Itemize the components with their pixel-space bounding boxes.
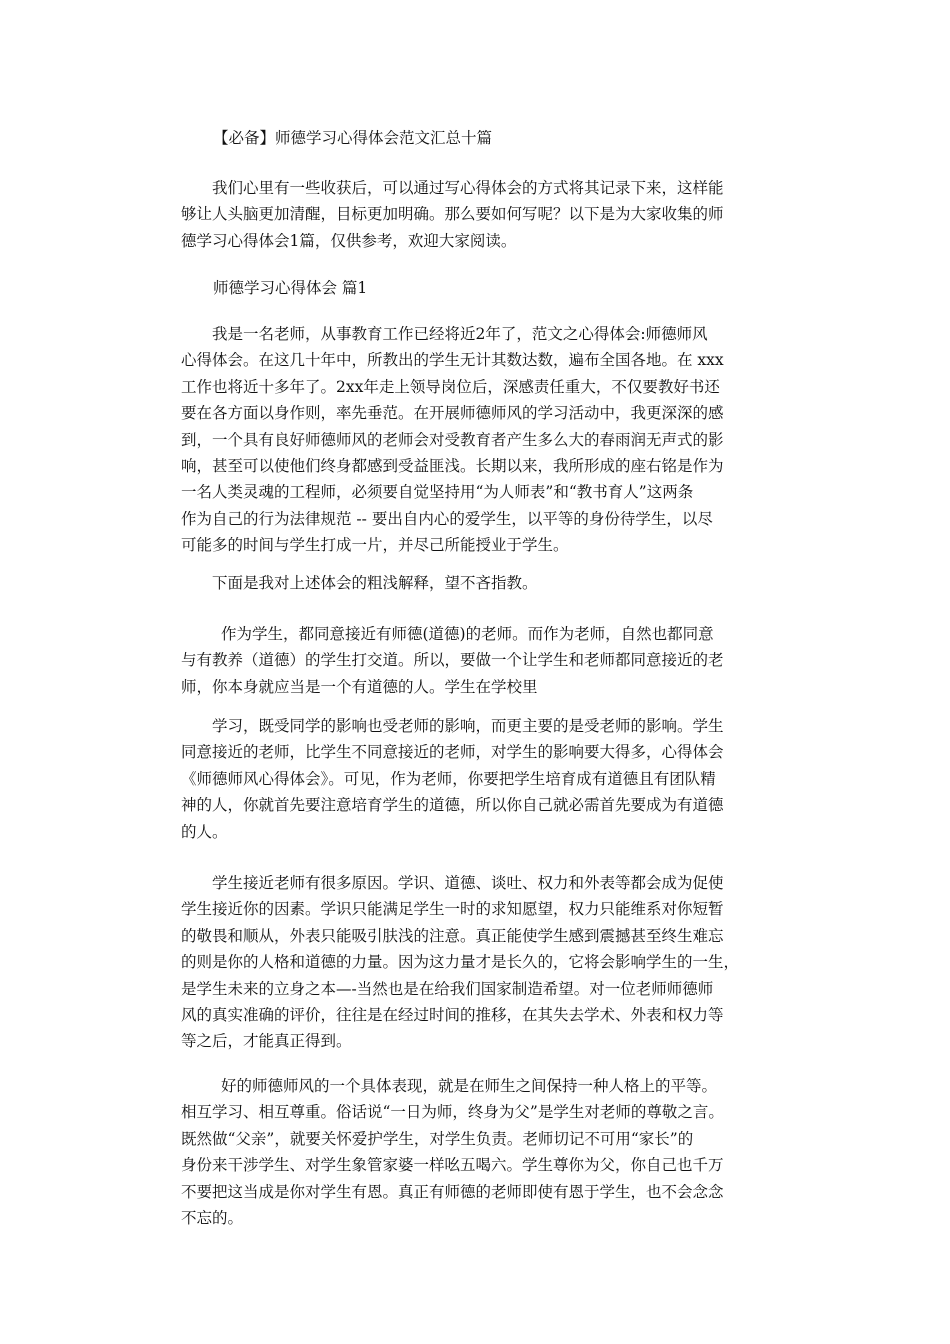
text-line: 下面是我对上述体会的粗浅解释，望不吝指教。: [212, 574, 538, 592]
body-paragraph-5: [181, 870, 781, 1055]
text-line: 等之后，才能真正得到。: [181, 1032, 352, 1051]
text-line: 作为自己的行为法律规范 -- 要出自内心的爱学生，以平等的身份待学生，以尽: [181, 509, 713, 528]
text-line: 相互学习、相互尊重。俗话说“一日为师，终身为父”是学生对老师的尊敬之言。: [181, 1103, 724, 1122]
text-line: 身份来干涉学生、对学生象管家婆一样吆五喝六。学生尊你为父，你自己也千万: [181, 1156, 724, 1175]
text-line: 学生接近老师有很多原因。学识、道德、谈吐、权力和外表等都会成为促使: [212, 874, 724, 892]
body-paragraph-3: [181, 621, 781, 700]
text-line: 不要把这当成是你对学生有恩。真正有师德的老师即使有恩于学生，也不会念念: [181, 1182, 724, 1201]
text-line: 响，甚至可以使他们终身都感到受益匪浅。长期以来，我所形成的座右铭是作为: [181, 457, 724, 476]
text-line: 《师德师风心得体会》。可见，作为老师，你要把学生培育成有道德且有团队精: [181, 769, 716, 788]
text-line: 一名人类灵魂的工程师，必须要自觉坚持用“为人师表”和“教书育人”这两条: [181, 483, 694, 502]
text-line: 要在各方面以身作则，率先垂范。在开展师德师风的学习活动中，我更深深的感: [181, 404, 724, 423]
text-line: 心得体会。在这几十年中，所教出的学生无计其数达数，遍布全国各地。在 xxx: [181, 351, 724, 370]
text-line: 我是一名老师，从事教育工作已经将近2年了，范文之心得体会:师德师风: [212, 325, 708, 343]
text-line: 神的人，你就首先要注意培育学生的道德，所以你自己就必需首先要成为有道德: [181, 796, 724, 815]
text-line: 到，一个具有良好师德师风的老师会对受教育者产生多么大的春雨润无声式的影: [181, 430, 724, 449]
text-line: 德学习心得体会1篇，仅供参考，欢迎大家阅读。: [181, 231, 517, 250]
text-line: 不忘的。: [181, 1209, 244, 1228]
text-line: 学习，既受同学的影响也受老师的影响，而更主要的是受老师的影响。学生: [212, 717, 724, 735]
body-paragraph-1: [181, 321, 781, 559]
text-line: 够让人头脑更加清醒，目标更加明确。那么要如何写呢？以下是为大家收集的师: [181, 205, 724, 224]
intro-paragraph: [181, 175, 781, 254]
section-heading: 师德学习心得体会 篇1: [213, 279, 368, 297]
text-line: 可能多的时间与学生打成一片，并尽己所能授业于学生。: [181, 536, 569, 555]
body-paragraph-2: [181, 570, 781, 596]
text-line: 好的师德师风的一个具体表现，就是在师生之间保持一种人格上的平等。: [221, 1077, 718, 1095]
text-line: 工作也将近十多年了。2xx年走上领导岗位后，深感责任重大，不仅要教好书还: [181, 377, 720, 396]
text-line: 风的真实准确的评价，往往是在经过时间的推移，在其失去学术、外表和权力等: [181, 1006, 724, 1025]
text-line: 的则是你的人格和道德的力量。因为这力量才是长久的，它将会影响学生的一生，: [181, 953, 740, 972]
text-line: 同意接近的老师，比学生不同意接近的老师，对学生的影响要大得多，心得体会: [181, 743, 724, 762]
text-line: 的敬畏和顺从，外表只能吸引肤浅的注意。真正能使学生感到震撼甚至终生难忘: [181, 926, 724, 945]
text-line: 我们心里有一些收获后，可以通过写心得体会的方式将其记录下来，这样能: [212, 179, 724, 197]
document-title: 【必备】师德学习心得体会范文汇总十篇: [213, 129, 493, 147]
text-line: 是学生未来的立身之本—-当然也是在给我们国家制造希望。对一位老师师德师: [181, 979, 714, 998]
text-line: 与有教养（道德）的学生打交道。所以，要做一个让学生和老师都同意接近的老: [181, 651, 724, 670]
text-line: 的人。: [181, 822, 228, 841]
text-line: 既然做“父亲”，就要关怀爱护学生，对学生负责。老师切记不可用“家长”的: [181, 1129, 694, 1148]
text-line: 学生接近你的因素。学识只能满足学生一时的求知愿望，权力只能维系对你短暂: [181, 900, 724, 919]
body-paragraph-6: [181, 1073, 781, 1231]
body-paragraph-4: [181, 713, 781, 845]
text-line: 师，你本身就应当是一个有道德的人。学生在学校里: [181, 677, 538, 696]
text-line: 作为学生，都同意接近有师德(道德)的老师。而作为老师，自然也都同意: [221, 625, 714, 643]
